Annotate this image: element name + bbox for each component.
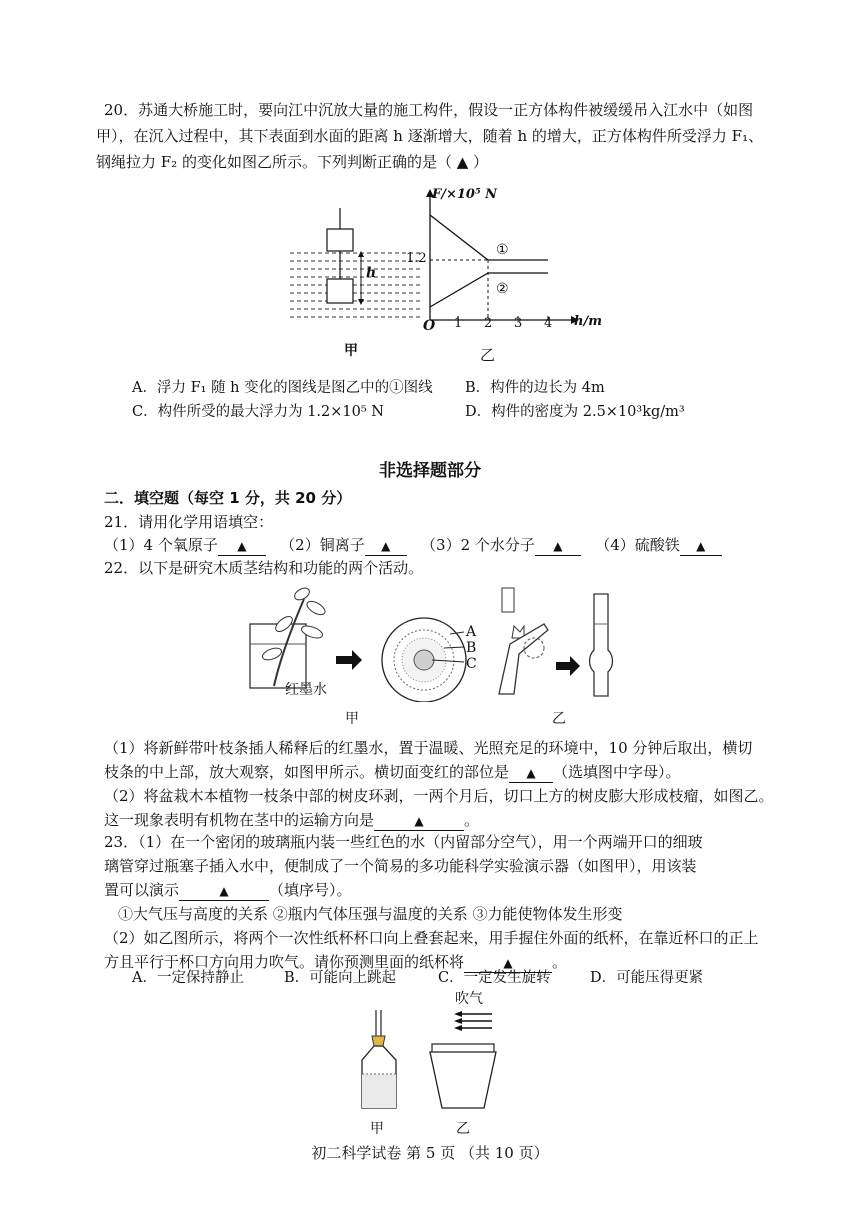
- q20-option-d: D．构件的密度为 2.5×10³kg/m³: [465, 404, 685, 420]
- page-footer: 初二科学试卷 第 5 页 （共 10 页）: [311, 1144, 549, 1162]
- graph-x-tick-2: 2: [484, 316, 493, 331]
- q21-answer-1[interactable]: ▲: [218, 536, 266, 556]
- q20-option-a: A．浮力 F₁ 随 h 变化的图线是图乙中的①图线: [132, 380, 433, 396]
- q23-line5: （2）如乙图所示，将两个一次性纸杯杯口向上叠套起来，用手握住外面的纸杯，在靠近杯口的正上: [104, 929, 759, 947]
- q20-line1: 20．苏通大桥施工时，要向江中沉放大量的施工构件，假设一正方体构件被缓缓吊入江水中（如图: [104, 101, 754, 119]
- q21-answer-4[interactable]: ▲: [680, 536, 722, 556]
- q22-label-b: B: [466, 640, 477, 656]
- q22-label-c: C: [466, 656, 477, 672]
- q20-line2: 甲），在沉入过程中，其下表面到水面的距离 h 逐渐增大，随着 h 的增大，正方体构件所受浮力 F₁、: [96, 127, 764, 145]
- q21-answer-2[interactable]: ▲: [365, 536, 407, 556]
- graph-curve-1-label: ①: [496, 242, 509, 258]
- q22-answer-1[interactable]: ▲: [509, 763, 553, 783]
- q21-answer-3[interactable]: ▲: [535, 536, 581, 556]
- q21-stem: 21．请用化学用语填空：: [104, 513, 274, 531]
- q23-jia-label: 甲: [370, 1121, 384, 1137]
- graph-y-axis-label: F/×10⁵ N: [432, 187, 498, 202]
- graph-curve-2-label: ②: [496, 281, 509, 297]
- q21-parts: [104, 535, 722, 556]
- q20-figure-jia: [285, 205, 425, 330]
- q23-blow-label: 吹气: [455, 991, 483, 1007]
- q23-line6: 方且平行于杯口方向用力吹气。请你预测里面的纸杯将 ▲ 。: [104, 953, 568, 971]
- q20-option-b: B．构件的边长为 4m: [465, 380, 605, 396]
- q22-answer-2[interactable]: ▲: [374, 811, 464, 831]
- q22-s1-line2: 枝条的中上部，放大观察，如图甲所示。横切面变红的部位是 ▲ （选填图中字母）。: [104, 763, 681, 781]
- q22-s1-line1: （1）将新鲜带叶枝条插人稀释后的红墨水，置于温暖、光照充足的环境中，10 分钟后取出，横切: [104, 739, 753, 757]
- q21-part2: （2）铜离子: [280, 536, 365, 554]
- graph-x-axis-label: h/m: [574, 314, 602, 329]
- q22-yi-label: 乙: [552, 711, 566, 727]
- q22-stem: 22．以下是研究木质茎结构和功能的两个活动。: [104, 559, 424, 577]
- q23-option-b: B．可能向上跳起: [284, 970, 397, 986]
- section-title: 非选择题部分: [379, 461, 481, 481]
- q21-part4: （4）硫酸铁: [595, 536, 680, 554]
- graph-origin: O: [423, 318, 436, 334]
- q21-part1: （1）4 个氧原子: [104, 536, 218, 554]
- q23-answer-1[interactable]: ▲: [179, 881, 269, 901]
- q23-line1: 23．（1）在一个密闭的玻璃瓶内装一些红色的水（内留部分空气），用一个两端开口的细玻: [104, 833, 703, 851]
- q22-label-a: A: [466, 624, 477, 640]
- q23-figure: [350, 1008, 520, 1116]
- section2-heading: 二．填空题（每空 1 分，共 20 分）: [104, 489, 352, 507]
- graph-x-tick-1: 1: [454, 316, 463, 331]
- q22-red-ink-label: 红墨水: [285, 682, 327, 698]
- q23-option-d: D．可能压得更紧: [590, 970, 704, 986]
- q23-yi-label: 乙: [456, 1121, 470, 1137]
- q20-jia-label: 甲: [344, 343, 358, 359]
- q21-part3: （3）2 个水分子: [421, 536, 535, 554]
- q23-option-c: C．一定发生旋转: [438, 970, 551, 986]
- q23-line2: 璃管穿过瓶塞子插入水中，便制成了一个简易的多功能科学实验演示器（如图甲），用该装: [104, 857, 697, 875]
- q20-yi-label: 乙: [480, 346, 496, 364]
- q22-s2-line2: 这一现象表明有机物在茎中的运输方向是 ▲ 。: [104, 811, 480, 829]
- q23-option-a: A．一定保持静止: [132, 970, 244, 986]
- q20-option-c: C．构件所受的最大浮力为 1.2×10⁵ N: [132, 404, 384, 420]
- q22-jia-label: 甲: [345, 711, 359, 727]
- q23-line3: 置可以演示 ▲ （填序号）。: [104, 881, 352, 899]
- q20-h-label: h: [366, 265, 377, 281]
- q23-answer-2[interactable]: ▲: [464, 953, 552, 973]
- graph-x-tick-3: 3: [514, 316, 523, 331]
- q20-line3: 钢绳拉力 F₂ 的变化如图乙所示。下列判断正确的是（ ▲ ）: [96, 153, 489, 171]
- graph-y-tick: 1.2: [406, 251, 427, 266]
- q23-line4: ①大气压与高度的关系 ②瓶内气体压强与温度的关系 ③力能使物体发生形变: [118, 905, 623, 923]
- graph-x-tick-4: 4: [544, 316, 553, 331]
- q22-s2-line1: （2）将盆栽木本植物一枝条中部的树皮环剥，一两个月后，切口上方的树皮膨大形成枝瘤，如图乙。: [104, 787, 774, 805]
